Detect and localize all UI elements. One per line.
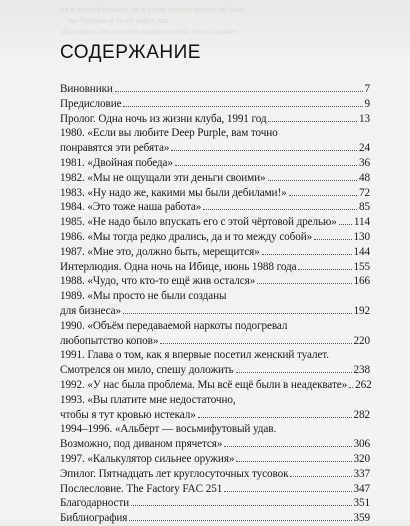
toc-page-number: 72 [359,186,370,199]
toc-entry [60,97,370,112]
toc-entry-title-line: 1980. «Если вы любите Deep Purple, вам точно [60,127,278,140]
toc-entry-row [60,496,370,511]
toc-entry-title-line: 1989. «Мы просто не были созданы [60,290,227,303]
toc-entry-title: 1986. «Мы тогда редко дрались, да и то между собой» [60,230,313,243]
toc-page-number: 9 [364,97,370,110]
toc-entry-row [60,186,370,201]
toc-page-number: 262 [355,378,372,391]
dot-leader [160,342,351,344]
toc-entry-title: Предисловие [60,97,122,110]
dot-leader [290,475,351,477]
toc-entry-title: понравятся эти ребята» [60,142,170,155]
toc-entry-title: 1992. «У нас была проблема. Мы всё ещё были в неадеквате» [60,378,348,391]
toc-entry-title: 1987. «Мне это, должно быть, мерещится» [60,245,260,258]
toc-page-number: 130 [353,230,370,243]
dot-leader [203,208,357,210]
dot-leader [349,386,353,388]
toc-entry [60,511,370,526]
toc-entry-row [60,511,370,526]
dot-leader [236,460,351,462]
toc-entry-title: любопытство копов» [60,334,159,347]
toc-entry-row [60,215,370,230]
toc-entry-title-line: 1994–1996. «Альберт — восьмифутовый удав. [60,423,277,436]
dot-leader [257,282,351,284]
toc-page-number: 13 [359,112,370,125]
toc-page-number: 7 [364,83,370,95]
toc-entry-title: 1983. «Ну надо же, какими мы были дебилами!» [60,186,287,199]
toc-entry-title: Возможно, под диваном прячется» [60,438,223,451]
toc-entry-title: Пролог. Одна ночь из жизни клуба, 1991 год [60,112,267,125]
dot-leader [236,371,352,373]
toc-entry-title: 1988. «Чудо, что кто-то ещё жив остался» [60,275,256,288]
toc-entry-row [60,200,370,215]
toc-page-number: 337 [353,467,370,480]
dot-leader [123,105,362,107]
toc-entry-title: 1981. «Двойная победа» [60,156,173,169]
toc-page-number: 351 [353,497,370,510]
toc-entry-row [60,230,370,245]
toc-entry-row [60,304,370,319]
toc-page-number: 320 [353,452,370,465]
toc-entry-title: 1997. «Калькулятор сильнее оружия» [60,452,235,465]
toc-page-number: 359 [353,512,370,525]
toc-entry [60,156,370,171]
toc-page-number: 85 [359,201,370,214]
toc-entry-title: для бизнеса» [60,304,122,317]
dot-leader [289,194,357,196]
toc-page-number: 282 [353,408,370,421]
toc-entry-title-line: 1990. «Объём передаваемой наркоты подогревал [60,319,288,332]
toc-entry [60,467,370,482]
toc-entry [60,393,370,423]
toc-entry-row [60,467,370,482]
toc-entry-title: 1985. «Не надо было впускать его с этой чёртовой дрелью» [60,216,337,229]
toc-page-number: 220 [353,334,370,347]
toc-entry [60,171,370,186]
toc-entry [60,348,370,378]
toc-entry-title: 1984. «Это тоже наша работа» [60,201,202,214]
toc-entry [60,289,370,319]
toc-entry-row [60,97,370,112]
dot-leader [175,164,357,166]
dot-leader [262,253,352,255]
toc-entry [60,260,370,275]
toc-entry-row [60,156,370,171]
toc-page-number: 238 [353,364,370,377]
toc-entry-title: 1982. «Мы не ощущали эти деньги своими» [60,171,266,184]
toc-entry [60,274,370,289]
toc-entry-row [60,112,370,127]
dot-leader [115,90,363,92]
toc-entry-title: Виновники [60,83,113,95]
toc-entry-title: Интерлюдия. Одна ночь на Ибице, июнь 1988 года [60,260,297,273]
toc-page-number: 24 [359,142,370,155]
toc-entry-row [60,408,370,423]
page-title: СОДЕРЖАНИЕ [60,42,201,63]
toc-entry [60,422,370,452]
toc-entry-row [60,363,370,378]
toc-entry [60,496,370,511]
toc-entry-row [60,482,370,497]
toc-page-number: 155 [353,260,370,273]
toc-entry-title: Эпилог. Пятнадцать лет круглосуточных тусовок [60,467,289,480]
bleed-through-text: ни в плохой музыке, ни в стиле танцев ничего не было вы бросили и он не знает, как объяснить, что и в этих вопросах себе что-то значит [60,5,246,36]
toc-entry [60,378,370,393]
dot-leader [314,238,351,240]
dot-leader [171,149,357,151]
toc-entry [60,482,370,497]
toc-entry-row [60,260,370,275]
toc-entry-title-line: 1991. Глава о том, как я впервые посетил женский туалет. [60,349,329,362]
dot-leader [123,312,352,314]
toc-entry [60,112,370,127]
dot-leader [224,490,351,492]
toc-entry-row [60,452,370,467]
toc-entry-title: Библиография [60,512,128,525]
dot-leader [339,223,352,225]
toc-entry [60,452,370,467]
toc-page-number: 144 [353,245,370,258]
dot-leader [224,445,351,447]
toc-entry-title-line: 1993. «Вы платите мне недостаточно, [60,393,236,406]
toc-page-number: 36 [359,156,370,169]
toc-entry-row [60,334,370,349]
dot-leader [131,504,351,506]
toc-entry-row [60,245,370,260]
dot-leader [268,120,357,122]
toc-entry-row [60,274,370,289]
toc-entry-title: Смотрелся он мило, спешу доложить [60,364,234,377]
dot-leader [268,179,357,181]
toc-entry [60,215,370,230]
toc-page-number: 347 [353,482,370,495]
toc-entry-title: Послесловие. The Factory FAC 251 [60,482,223,495]
toc-entry [60,82,370,97]
dot-leader [298,268,351,270]
toc-page-number: 114 [353,216,370,229]
toc-page-number: 306 [353,438,370,451]
toc-entry [60,319,370,349]
toc-entry [60,126,370,156]
toc-entry-title: Благодарности [60,497,130,510]
toc-entry-row [60,437,370,452]
toc-entry-row [60,171,370,186]
toc-page-number: 192 [353,304,370,317]
toc-entry-row [60,378,370,393]
toc-entry [60,230,370,245]
toc-entry [60,245,370,260]
toc-page-number: 166 [353,275,370,288]
toc-entry-row [60,141,370,156]
toc-entry-row [60,82,370,97]
toc-entry-title: чтобы я тут кровью истекал» [60,408,196,421]
table-of-contents [60,82,370,526]
toc-entry [60,200,370,215]
toc-entry [60,186,370,201]
dot-leader [198,416,352,418]
toc-page-number: 48 [359,171,370,184]
